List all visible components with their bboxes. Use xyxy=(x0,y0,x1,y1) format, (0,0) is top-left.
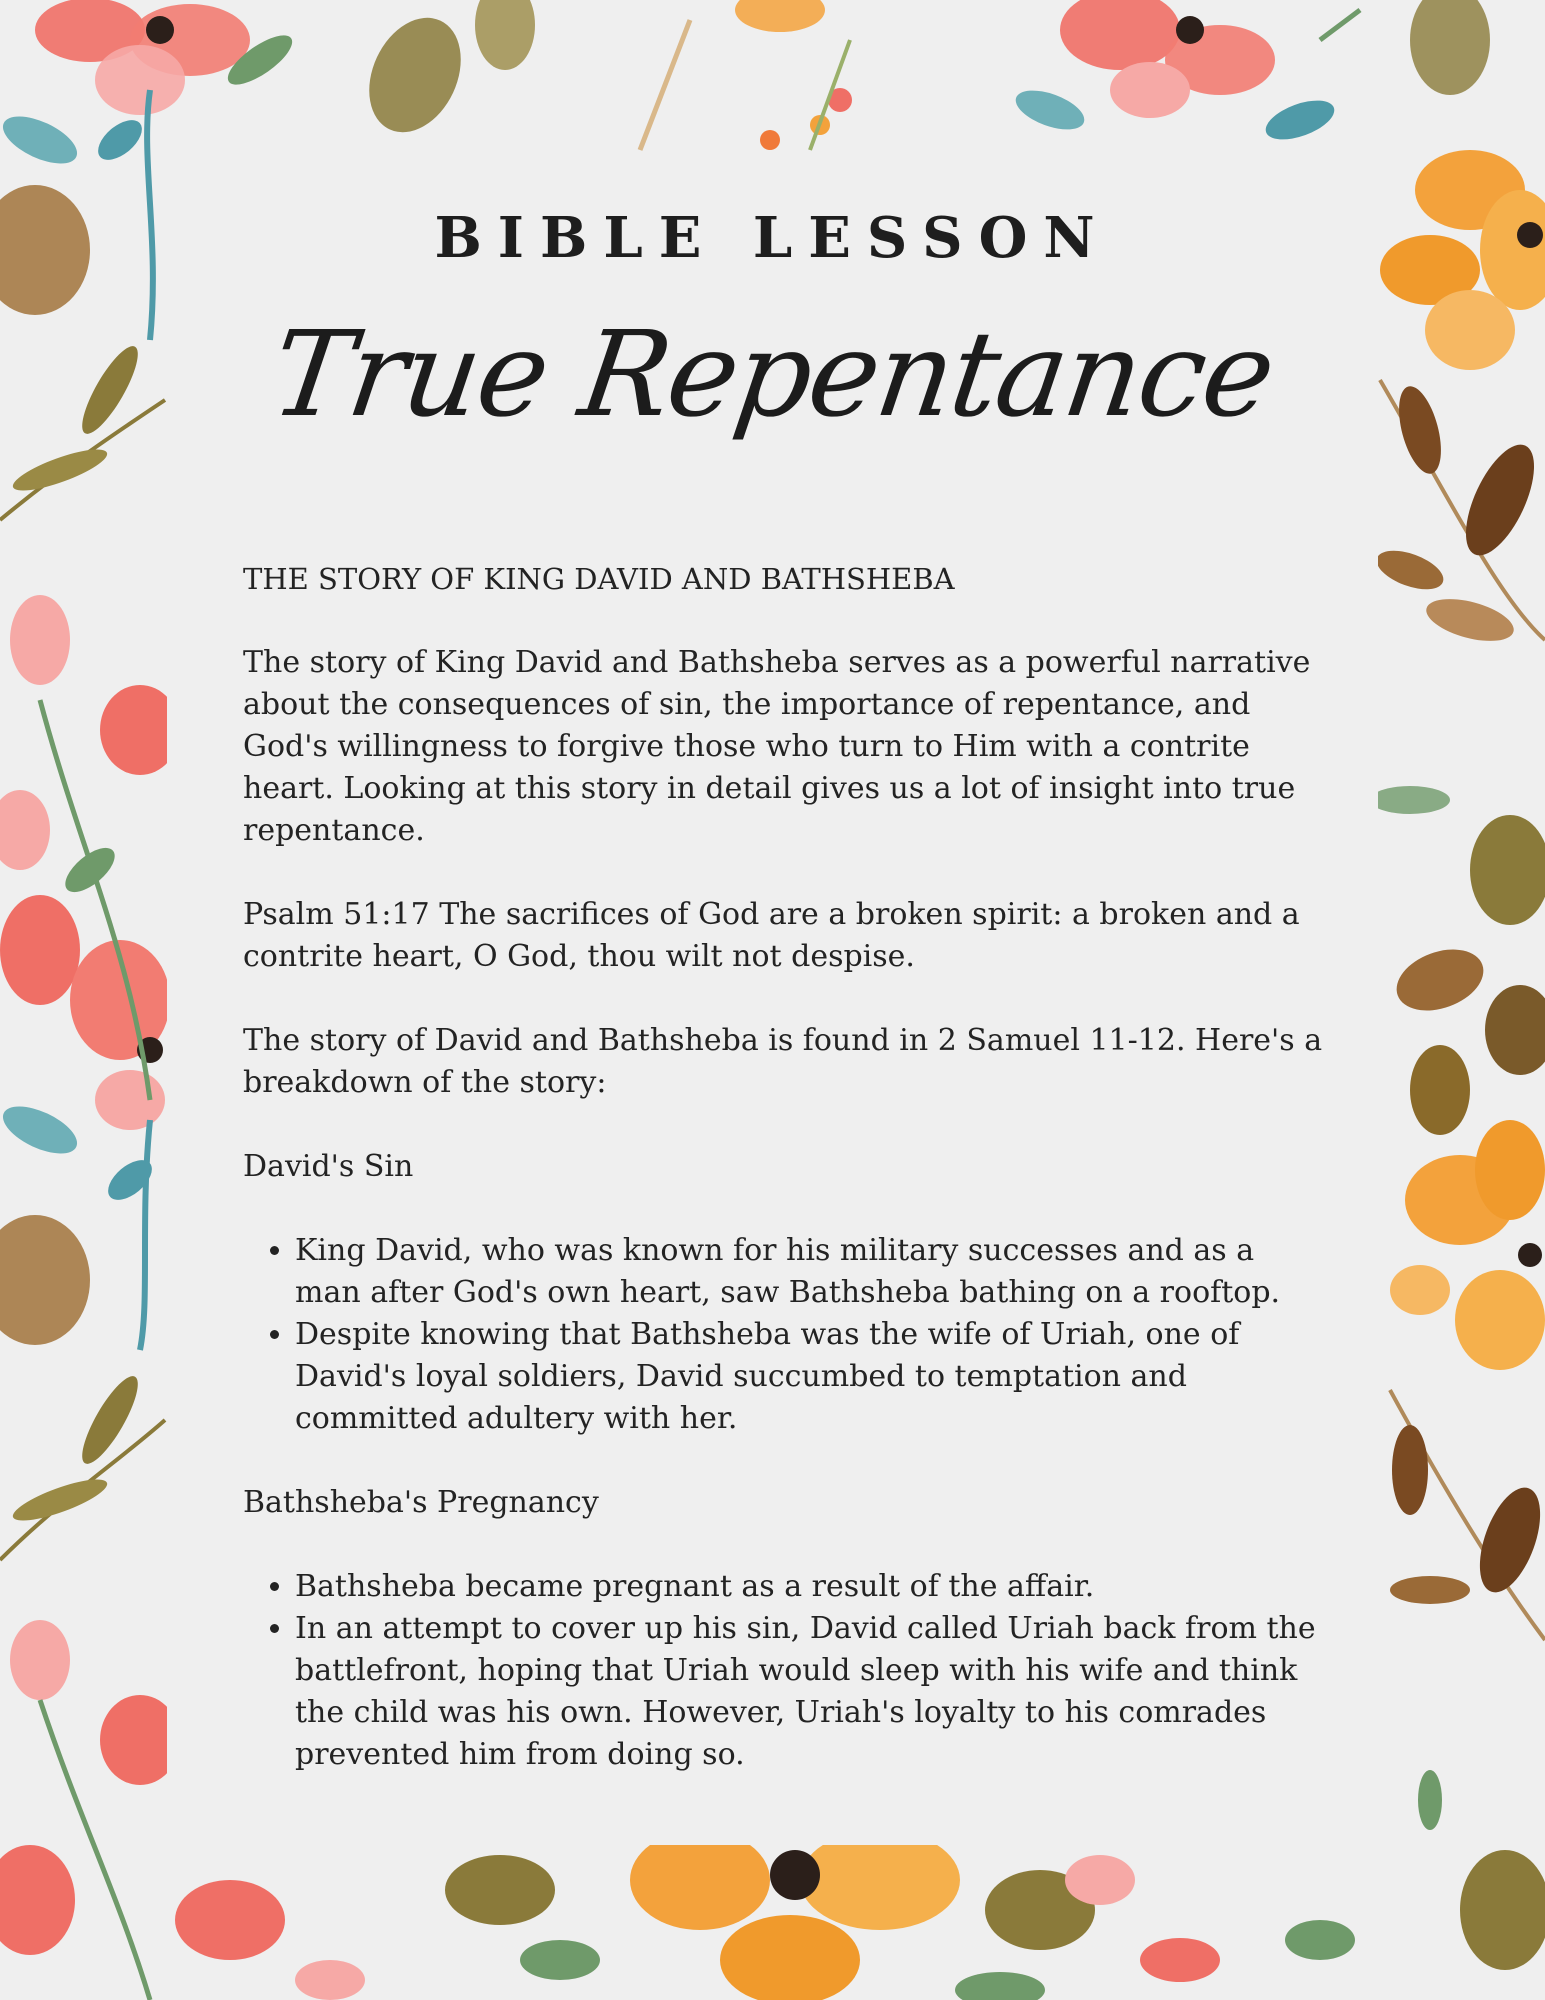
list-item: • In an attempt to cover up his sin, David called Uriah back from the battlefront, hoping that Uriah would sleep with his wife and think the child was his own. However, Uriah's loyalty to his comrades prevented him from doing so. xyxy=(295,1608,1323,1776)
flower-icon xyxy=(0,1620,180,2000)
section-heading: David's Sin xyxy=(243,1149,414,1184)
bullet-list xyxy=(243,1566,1323,1776)
flower-icon xyxy=(1011,0,1360,147)
list-item: • Bathsheba became pregnant as a result of the affair. xyxy=(295,1566,1323,1608)
leaf-icon xyxy=(475,0,535,70)
leaf-icon xyxy=(352,3,479,147)
section-title: THE STORY OF KING DAVID AND BATHSHEBA xyxy=(243,562,955,596)
section-heading: Bathsheba's Pregnancy xyxy=(243,1485,599,1520)
reference-paragraph: The story of David and Bathsheba is found in 2 Samuel 11-12. Here's a breakdown of the story: xyxy=(243,1023,1323,1100)
leaf-icon xyxy=(1370,786,1545,1135)
stem-icon xyxy=(640,20,690,150)
page-kicker: BIBLE LESSON xyxy=(434,205,1111,271)
leaf-icon xyxy=(0,1215,165,1560)
flower-icon xyxy=(1390,1120,1545,1370)
bullet-list xyxy=(243,1230,1323,1440)
list-item: • Despite knowing that Bathsheba was the wife of Uriah, one of David's loyal soldiers, David succumbed to temptation and committed adultery with her. xyxy=(295,1314,1323,1440)
page-title: True Repentance xyxy=(263,305,1282,443)
intro-paragraph: The story of King David and Bathsheba serves as a powerful narrative about the consequences of sin, the importance of repentance, and God's willingness to forgive those who turn to Him with a contrite heart. Looking at this story in detail gives us a lot of insight into true repentance. xyxy=(243,645,1311,848)
flower-icon xyxy=(735,0,852,150)
flower-icon xyxy=(175,1830,1355,2000)
leaf-icon xyxy=(1390,1390,1545,1970)
list-item: • King David, who was known for his military successes and as a man after God's own heart, saw Bathsheba bathing on a rooftop. xyxy=(295,1230,1323,1314)
lesson-body xyxy=(243,558,1323,1818)
scripture-verse: Psalm 51:17 The sacrifices of God are a broken spirit: a broken and a contrite heart, O God, thou wilt not despise. xyxy=(243,897,1300,974)
